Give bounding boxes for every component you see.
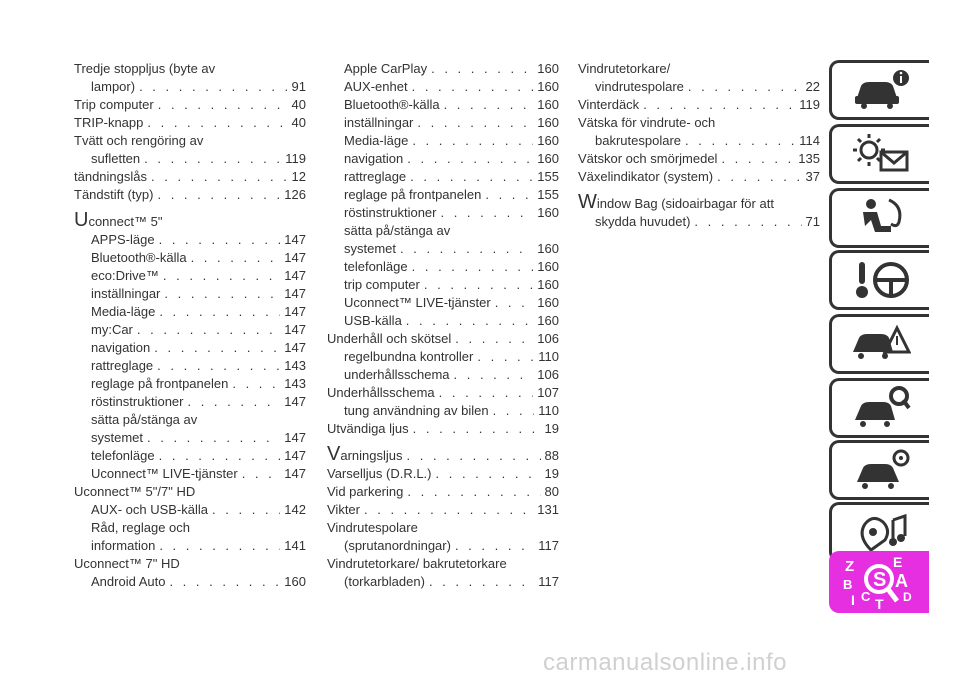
multimedia-icon — [851, 510, 911, 554]
index-entry — [327, 258, 559, 276]
page-number[interactable]: 160 — [537, 79, 559, 94]
page-number[interactable]: 160 — [537, 205, 559, 220]
index-entry-text: Vindrutetorkare/ bakrutetorkare — [327, 556, 507, 571]
tab-key-steering[interactable] — [829, 250, 929, 310]
index-entry-continuation: bakrutespolare — [595, 133, 681, 148]
dot-leader — [169, 573, 280, 591]
page-number[interactable]: 131 — [537, 502, 559, 517]
dot-leader — [685, 132, 795, 150]
tab-safety[interactable] — [829, 188, 929, 248]
index-column-3 — [578, 60, 820, 231]
page-number[interactable]: 160 — [537, 61, 559, 76]
index-entry-text: TRIP-knapp — [74, 115, 144, 130]
index-entry-text: Bluetooth®-källa — [91, 250, 187, 265]
index-entry — [74, 357, 306, 375]
page-number[interactable]: 117 — [538, 574, 559, 589]
page-number[interactable]: 155 — [537, 187, 559, 202]
index-letter-a: A — [894, 571, 908, 591]
index-entry — [74, 573, 306, 591]
page-number[interactable]: 160 — [537, 259, 559, 274]
index-entry — [327, 330, 559, 348]
page-number[interactable]: 135 — [798, 151, 820, 166]
index-entry-text: indow Bag (sidoairbagar för att — [596, 196, 774, 211]
index-entry — [74, 483, 306, 501]
index-entry — [327, 555, 559, 591]
index-entry-text: Media-läge — [344, 133, 409, 148]
page-number[interactable]: 37 — [805, 169, 820, 184]
dot-leader — [410, 168, 533, 186]
index-entry — [327, 186, 559, 204]
index-entry — [74, 375, 306, 393]
index-entry-text: eco:Drive™ — [91, 268, 159, 283]
index-entry-text: reglage på frontpanelen — [344, 187, 482, 202]
page-number[interactable]: 147 — [284, 250, 306, 265]
dot-leader — [139, 78, 287, 96]
index-entry-text: my:Car — [91, 322, 133, 337]
index-entry-text: APPS-läge — [91, 232, 155, 247]
index-entry — [74, 231, 306, 249]
index-entry-text: Underhållsschema — [327, 385, 435, 400]
index-entry — [578, 114, 820, 150]
car-maintenance-icon — [851, 386, 911, 430]
index-entry — [74, 267, 306, 285]
dot-leader — [159, 537, 280, 555]
dot-leader — [158, 96, 288, 114]
page-number[interactable]: 147 — [284, 232, 306, 247]
index-entry — [74, 501, 306, 519]
car-emergency-icon — [851, 322, 911, 366]
index-column-2 — [327, 60, 559, 591]
index-entry-text: Vätskor och smörjmedel — [578, 151, 718, 166]
page-number[interactable]: 160 — [537, 313, 559, 328]
alphabetical-index-icon — [841, 555, 921, 609]
index-entry — [578, 150, 820, 168]
technical-data-icon — [851, 448, 911, 492]
page-number[interactable]: 147 — [284, 430, 306, 445]
dot-leader — [159, 447, 281, 465]
index-entry-text: Uconnect™ 5"/7" HD — [74, 484, 196, 499]
index-entry-text: Trip computer — [74, 97, 154, 112]
index-letter-c: C — [860, 589, 870, 604]
index-letter-z: Z — [844, 558, 854, 575]
index-entry — [74, 60, 306, 96]
index-entry — [327, 60, 559, 78]
index-entry — [327, 519, 559, 555]
page-number[interactable]: 160 — [284, 574, 306, 589]
dot-leader — [407, 150, 533, 168]
index-entry-text: Uconnect™ LIVE-tjänster — [91, 466, 238, 481]
dot-leader — [137, 321, 280, 339]
page-number[interactable]: 91 — [291, 79, 306, 94]
index-entry-text: Bluetooth®-källa — [344, 97, 440, 112]
dot-leader — [477, 348, 534, 366]
index-entry-text: röstinstruktioner — [344, 205, 437, 220]
dot-leader — [364, 501, 533, 519]
dot-leader — [212, 501, 280, 519]
index-entry-text: AUX-enhet — [344, 79, 408, 94]
tab-maintenance[interactable] — [829, 378, 929, 438]
index-entry — [327, 204, 559, 222]
dot-leader — [444, 96, 534, 114]
page-number[interactable]: 119 — [799, 97, 820, 112]
tab-car-info[interactable] — [829, 60, 929, 120]
tab-technical-data[interactable] — [829, 440, 929, 500]
index-letter-t: T — [874, 596, 884, 609]
dot-leader — [688, 78, 802, 96]
dot-leader — [455, 330, 533, 348]
index-entry-text: telefonläge — [344, 259, 408, 274]
index-entry — [327, 438, 559, 465]
index-entry-text: arningsljus — [340, 448, 403, 463]
index-entry — [74, 465, 306, 483]
index-entry-text: connect™ 5" — [88, 214, 163, 229]
tab-lights-warnings[interactable] — [829, 124, 929, 184]
dot-leader — [154, 339, 280, 357]
index-letter-i: I — [850, 592, 855, 608]
index-entry — [74, 132, 306, 168]
index-entry — [327, 96, 559, 114]
index-entry-text: Underhåll och skötsel — [327, 331, 452, 346]
page-number[interactable]: 22 — [805, 79, 820, 94]
page-number[interactable]: 117 — [538, 538, 559, 553]
index-entry-continuation: skydda huvudet) — [595, 214, 691, 229]
index-entry-text: Vinterdäck — [578, 97, 640, 112]
index-entry-text: Tändstift (typ) — [74, 187, 154, 202]
page-number[interactable]: 110 — [538, 403, 559, 418]
dot-leader — [164, 285, 280, 303]
page-number[interactable]: 147 — [284, 268, 306, 283]
index-entry — [327, 348, 559, 366]
index-entry — [74, 447, 306, 465]
page-number[interactable]: 155 — [537, 169, 559, 184]
index-entry-text: Vindrutetorkare/ — [578, 61, 671, 76]
index-entry — [327, 465, 559, 483]
dot-leader — [417, 114, 533, 132]
dot-leader — [455, 537, 534, 555]
page-number[interactable]: 160 — [537, 97, 559, 112]
dot-leader — [412, 132, 533, 150]
index-entry-text: Android Auto — [91, 574, 166, 589]
index-letter-b: B — [842, 577, 852, 592]
index-entry — [74, 555, 306, 573]
lights-warning-icon — [851, 132, 911, 176]
page-number[interactable]: 147 — [284, 340, 306, 355]
page-number[interactable]: 147 — [284, 322, 306, 337]
dot-leader — [412, 258, 534, 276]
dot-leader — [187, 393, 280, 411]
dot-leader — [400, 240, 533, 258]
index-entry — [74, 249, 306, 267]
page-number[interactable]: 142 — [284, 502, 306, 517]
tab-alphabetical-index[interactable] — [829, 551, 929, 613]
index-entry-text: Uconnect™ 7" HD — [74, 556, 180, 571]
page-number[interactable]: 141 — [284, 538, 306, 553]
dot-leader — [159, 303, 280, 321]
index-entry-text: Varselljus (D.R.L.) — [327, 466, 432, 481]
index-entry-text: Uconnect™ LIVE-tjänster — [344, 295, 491, 310]
index-entry — [327, 483, 559, 501]
index-entry-text: rattreglage — [91, 358, 154, 373]
dot-leader — [495, 294, 534, 312]
dot-leader — [144, 150, 281, 168]
index-entry — [74, 393, 306, 411]
index-entry — [327, 384, 559, 402]
dot-leader — [440, 204, 533, 222]
index-entry — [74, 96, 306, 114]
index-entry-text: inställningar — [91, 286, 161, 301]
page-number[interactable]: 160 — [537, 133, 559, 148]
page-number[interactable]: 160 — [537, 295, 559, 310]
index-entry — [74, 114, 306, 132]
index-entry-text: rattreglage — [344, 169, 407, 184]
page-number[interactable]: 147 — [284, 394, 306, 409]
dot-leader — [429, 573, 534, 591]
index-entry-continuation: systemet — [344, 241, 397, 256]
page-number[interactable]: 143 — [284, 376, 306, 391]
page-number[interactable]: 126 — [284, 187, 306, 202]
index-entry — [578, 168, 820, 186]
index-entry-text: Växelindikator (system) — [578, 169, 714, 184]
page-number[interactable]: 147 — [284, 304, 306, 319]
index-entry — [74, 519, 306, 555]
dot-leader — [159, 231, 281, 249]
index-entry — [327, 420, 559, 438]
index-entry — [578, 186, 820, 231]
index-entry-text: reglage på frontpanelen — [91, 376, 229, 391]
watermark: carmanualsonline.info — [543, 649, 787, 676]
index-entry — [327, 366, 559, 384]
index-letter-e: E — [892, 555, 902, 570]
index-entry-text: Tvätt och rengöring av — [74, 133, 204, 148]
page-number[interactable]: 80 — [544, 484, 559, 499]
index-entry — [74, 186, 306, 204]
dot-leader — [157, 186, 280, 204]
dot-leader — [721, 150, 794, 168]
dot-leader — [407, 447, 541, 465]
index-entry — [74, 303, 306, 321]
index-entry-text: AUX- och USB-källa — [91, 502, 209, 517]
index-entry-continuation: sufletten — [91, 151, 141, 166]
dot-leader — [436, 465, 541, 483]
index-entry — [327, 312, 559, 330]
page-number[interactable]: 40 — [291, 97, 306, 112]
index-entry-continuation: (sprutanordningar) — [344, 538, 451, 553]
index-entry-continuation: systemet — [91, 430, 144, 445]
index-entry — [74, 168, 306, 186]
dot-leader — [424, 276, 533, 294]
page-number[interactable]: 71 — [805, 214, 820, 229]
index-entry-text: Vid parkering — [327, 484, 404, 499]
dot-leader — [431, 60, 533, 78]
dot-leader — [407, 483, 540, 501]
page-number[interactable]: 119 — [285, 151, 306, 166]
page-number[interactable]: 19 — [544, 421, 559, 436]
index-entry — [327, 294, 559, 312]
index-letter-d: D — [902, 590, 912, 604]
index-entry — [327, 222, 559, 258]
index-entry — [327, 132, 559, 150]
car-info-icon — [851, 68, 911, 112]
page-number[interactable]: 107 — [537, 385, 559, 400]
index-entry-continuation: vindrutespolare — [595, 79, 684, 94]
dot-leader — [412, 78, 534, 96]
index-entry-text: Vätska för vindrute- och — [578, 115, 716, 130]
dot-leader — [406, 312, 534, 330]
index-entry-text: telefonläge — [91, 448, 155, 463]
dot-leader — [694, 213, 801, 231]
dot-leader — [157, 357, 280, 375]
index-column-1 — [74, 60, 306, 591]
page-number[interactable]: 106 — [537, 331, 559, 346]
page-number[interactable]: 160 — [537, 241, 559, 256]
index-entry — [74, 321, 306, 339]
index-entry-text: navigation — [344, 151, 404, 166]
index-entry — [327, 150, 559, 168]
tab-emergency[interactable] — [829, 314, 929, 374]
dot-leader — [242, 465, 281, 483]
index-entry-text: Utvändiga ljus — [327, 421, 409, 436]
page-number[interactable]: 147 — [284, 466, 306, 481]
index-entry-text: underhållsschema — [344, 367, 450, 382]
dot-leader — [643, 96, 795, 114]
index-entry-text: sätta på/stänga av — [344, 223, 451, 238]
dot-leader — [147, 429, 280, 447]
page-number[interactable]: 110 — [538, 349, 559, 364]
dot-leader — [163, 267, 280, 285]
airbag-safety-icon — [851, 196, 911, 240]
dot-leader — [147, 114, 287, 132]
page-number[interactable]: 40 — [291, 115, 306, 130]
section-letter: W — [578, 191, 597, 213]
index-entry-text: tändningslås — [74, 169, 147, 184]
index-entry — [74, 339, 306, 357]
index-entry-continuation: information — [91, 538, 156, 553]
page-number[interactable]: 114 — [799, 133, 820, 148]
index-entry-text: tung användning av bilen — [344, 403, 489, 418]
index-entry-text: sätta på/stänga av — [91, 412, 198, 427]
page-number[interactable]: 12 — [291, 169, 306, 184]
dot-leader — [151, 168, 288, 186]
page-number[interactable]: 147 — [284, 448, 306, 463]
index-entry — [327, 168, 559, 186]
dot-leader — [439, 384, 534, 402]
index-entry-text: Apple CarPlay — [344, 61, 428, 76]
index-entry — [74, 204, 306, 231]
index-entry-text: Vikter — [327, 502, 360, 517]
page-number[interactable]: 160 — [537, 277, 559, 292]
index-entry-text: trip computer — [344, 277, 420, 292]
index-entry — [327, 276, 559, 294]
dot-leader — [454, 366, 534, 384]
index-entry-text: USB-källa — [344, 313, 402, 328]
page-number[interactable]: 160 — [537, 151, 559, 166]
key-steering-icon — [851, 258, 911, 302]
dot-leader — [413, 420, 541, 438]
index-entry-text: Råd, reglage och — [91, 520, 191, 535]
index-entry-text: inställningar — [344, 115, 414, 130]
index-entry — [327, 501, 559, 519]
index-entry-text: Media-läge — [91, 304, 156, 319]
dot-leader — [717, 168, 801, 186]
page-number[interactable]: 19 — [544, 466, 559, 481]
index-entry-continuation: (torkarbladen) — [344, 574, 425, 589]
section-letter: U — [74, 209, 89, 231]
index-entry — [74, 285, 306, 303]
index-entry-text: Vindrutespolare — [327, 520, 418, 535]
index-entry-text: röstinstruktioner — [91, 394, 184, 409]
page-number[interactable]: 147 — [284, 286, 306, 301]
index-letter-s: S — [872, 569, 886, 591]
dot-leader — [493, 402, 535, 420]
dot-leader — [191, 249, 281, 267]
page-number[interactable]: 143 — [284, 358, 306, 373]
index-entry — [327, 78, 559, 96]
index-entry — [74, 411, 306, 447]
index-entry-text: navigation — [91, 340, 151, 355]
dot-leader — [485, 186, 533, 204]
page-number[interactable]: 160 — [537, 115, 559, 130]
page-number[interactable]: 106 — [537, 367, 559, 382]
index-entry-text: regelbundna kontroller — [344, 349, 474, 364]
index-entry — [578, 96, 820, 114]
dot-leader — [232, 375, 280, 393]
page-number[interactable]: 88 — [544, 448, 559, 463]
index-entry — [578, 60, 820, 96]
section-letter: V — [327, 443, 341, 465]
index-entry — [327, 114, 559, 132]
index-entry — [327, 402, 559, 420]
index-entry-continuation: lampor) — [91, 79, 136, 94]
index-entry-text: Tredje stoppljus (byte av — [74, 61, 216, 76]
